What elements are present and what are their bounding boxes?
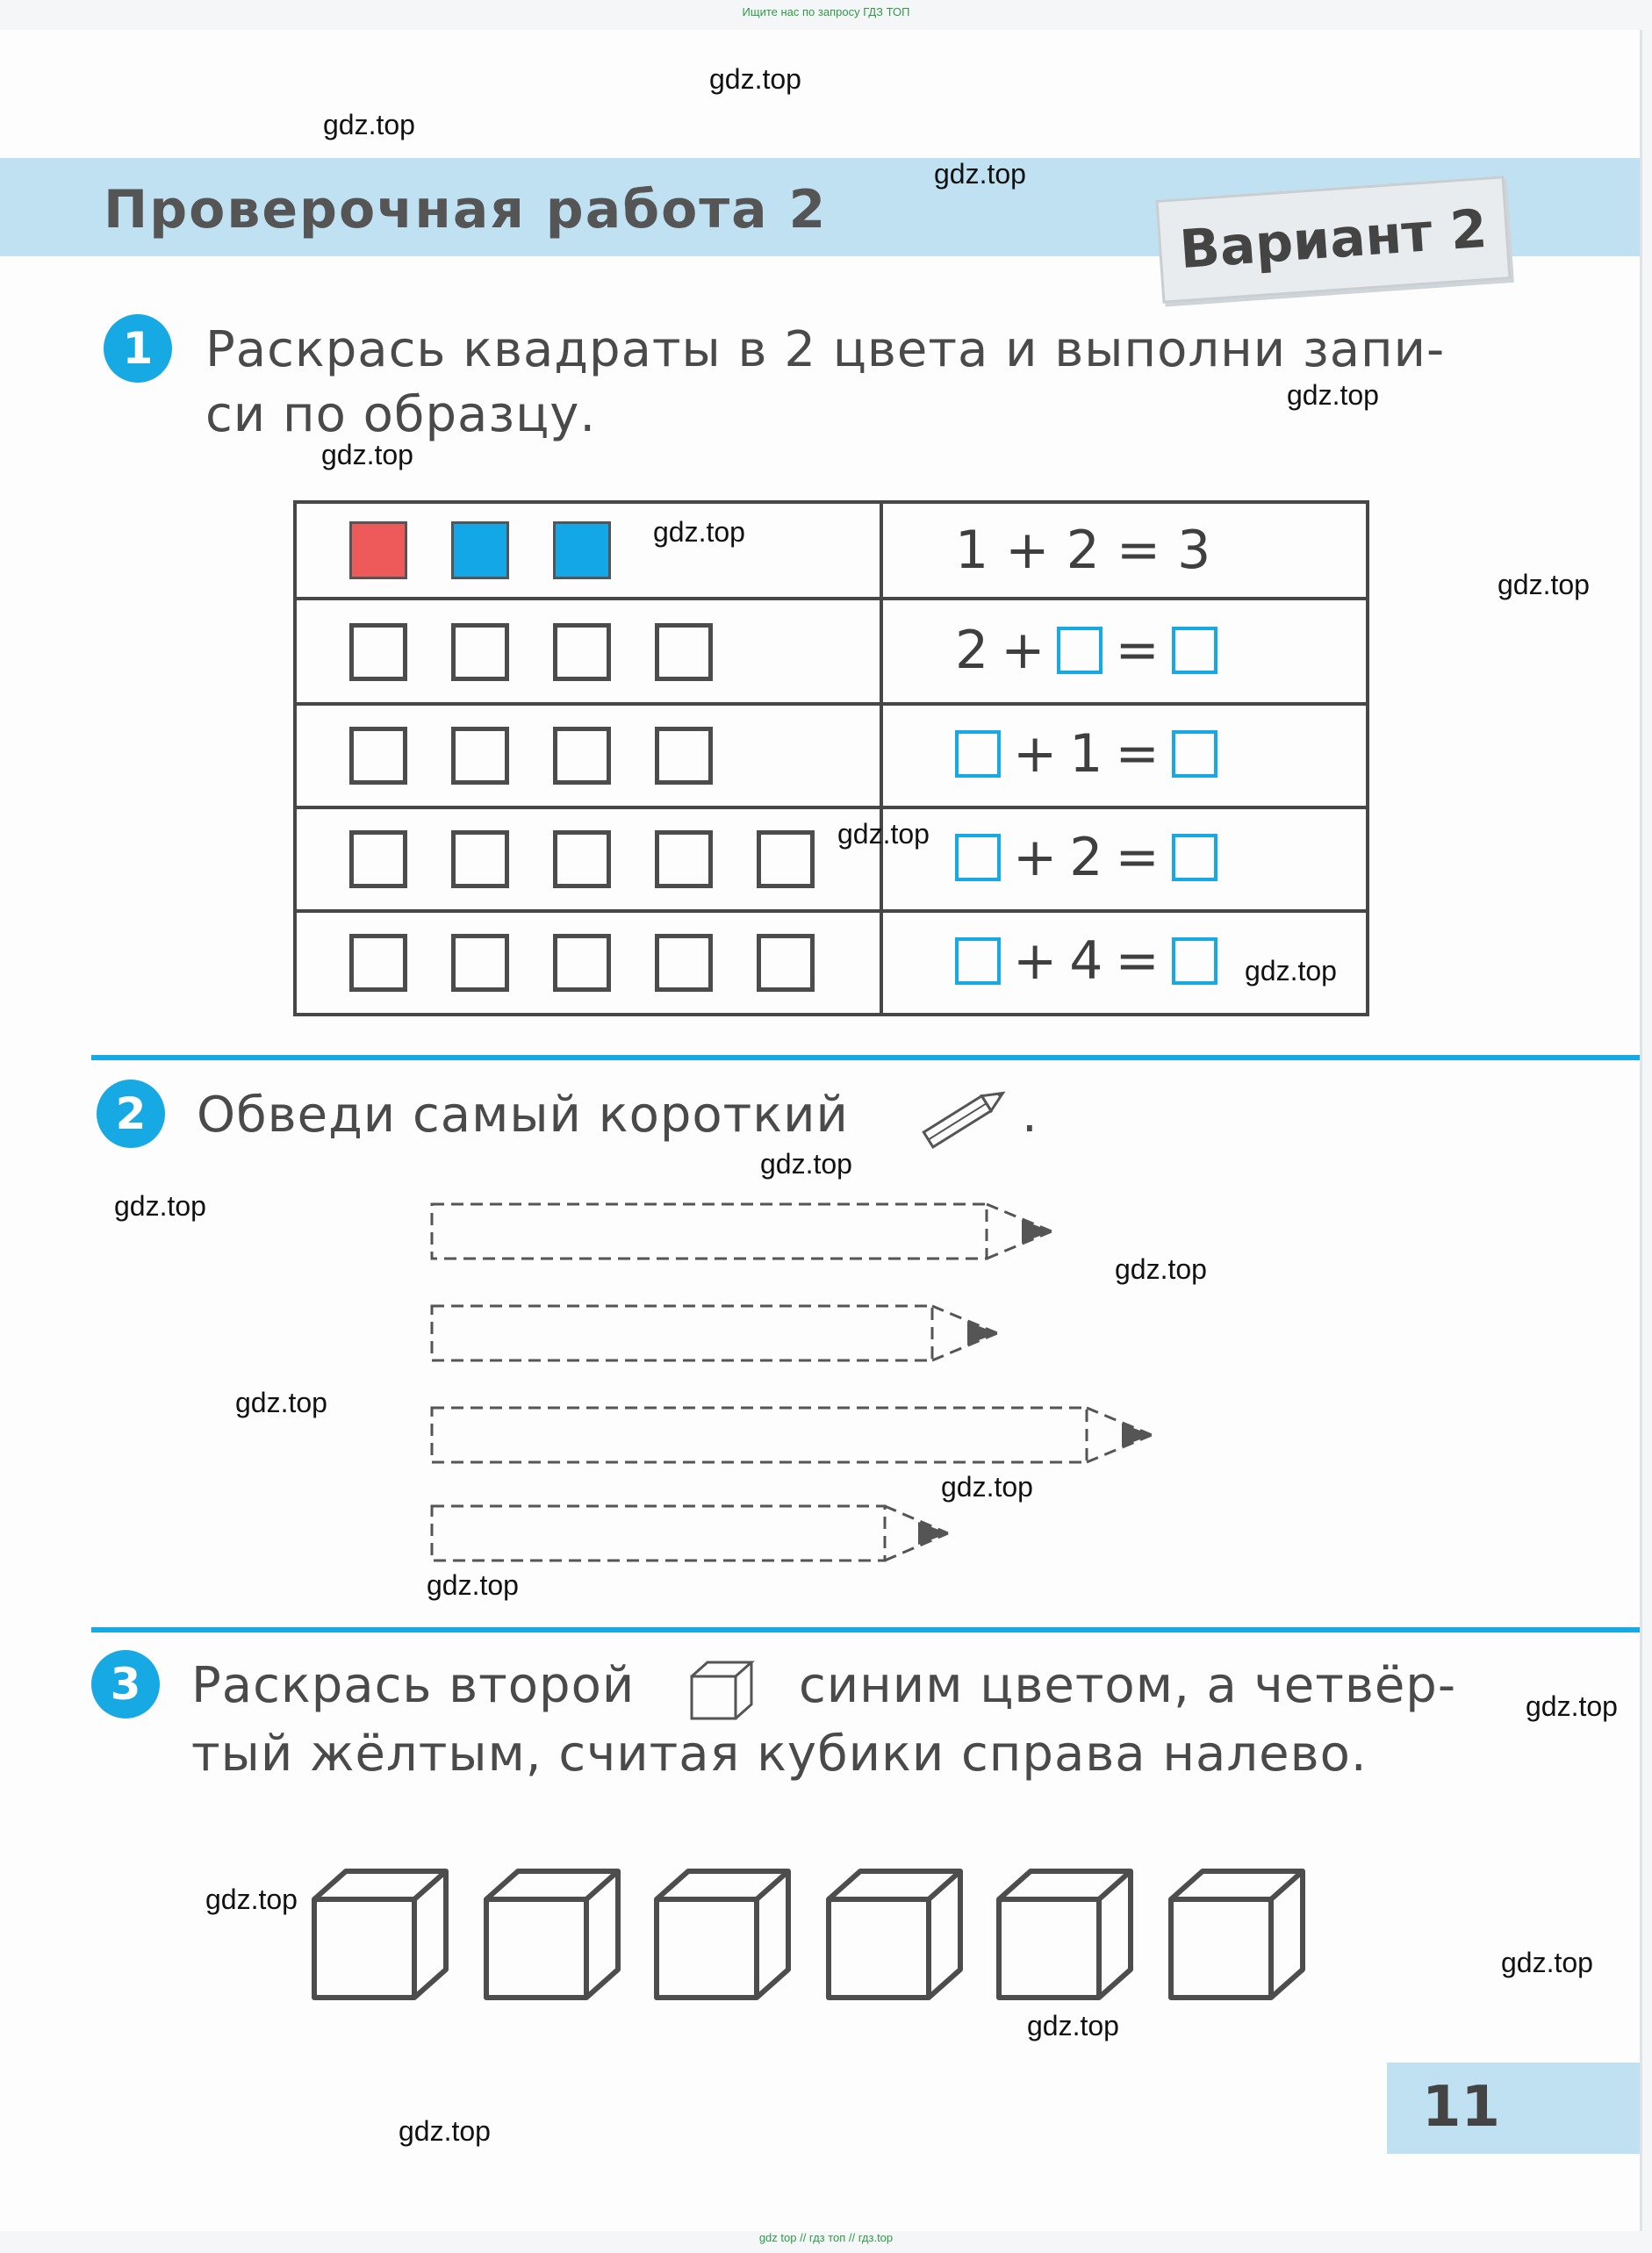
square-to-color[interactable] xyxy=(655,727,713,785)
task-3-text-line2: тый жёлтым, считая кубики справа налево. xyxy=(191,1726,1368,1783)
task-1-table xyxy=(293,500,1369,1016)
watermark: gdz.top xyxy=(1526,1690,1618,1722)
cube-4[interactable] xyxy=(829,1871,960,1998)
square-to-color[interactable] xyxy=(757,830,815,888)
watermark: gdz.top xyxy=(235,1387,327,1418)
cube-5[interactable] xyxy=(999,1871,1131,1998)
eq-equals: = xyxy=(1115,827,1160,888)
page-number-tab xyxy=(1387,2063,1640,2154)
square-to-color[interactable] xyxy=(757,934,815,992)
task-1-number: 1 xyxy=(104,314,172,383)
task-3-number: 3 xyxy=(91,1650,160,1718)
eq-plus: + xyxy=(1013,930,1058,992)
square-to-color[interactable] xyxy=(451,934,509,992)
answer-box[interactable] xyxy=(955,834,1001,881)
square-to-color[interactable] xyxy=(349,623,407,681)
sample-equation: 1 + 2 = 3 xyxy=(955,520,1211,581)
square-to-color[interactable] xyxy=(553,830,611,888)
answer-box[interactable] xyxy=(1172,730,1217,778)
section-divider xyxy=(91,1627,1640,1632)
answer-box[interactable] xyxy=(1057,627,1103,674)
table-divider xyxy=(880,504,883,1013)
pencil-icon xyxy=(913,1081,1018,1152)
watermark: gdz.top xyxy=(934,158,1026,190)
square-to-color[interactable] xyxy=(349,830,407,888)
page-number: 11 xyxy=(1422,2075,1501,2140)
task-1-text-line1: Раскрась квадраты в 2 цвета и выполни запи- xyxy=(205,321,1446,378)
task-3-text-line1: Раскрась второй xyxy=(191,1657,636,1714)
page-title: Проверочная работа 2 xyxy=(104,179,828,240)
table-row-line xyxy=(297,597,1366,600)
cube-3[interactable] xyxy=(657,1871,788,1998)
square-to-color[interactable] xyxy=(451,727,509,785)
square-to-color[interactable] xyxy=(553,623,611,681)
answer-box[interactable] xyxy=(1172,937,1217,985)
equation-row-4 xyxy=(955,827,1217,888)
bottom-note: gdz top // гдз топ // гдз.top xyxy=(758,2231,894,2244)
pencils-group xyxy=(421,1194,1167,1580)
answer-box[interactable] xyxy=(955,937,1001,985)
square-to-color[interactable] xyxy=(349,934,407,992)
watermark: gdz.top xyxy=(1115,1253,1207,1285)
answer-box[interactable] xyxy=(1172,627,1217,674)
watermark: gdz.top xyxy=(837,818,930,850)
square-to-color[interactable] xyxy=(451,830,509,888)
task-2-text: Обведи самый короткий xyxy=(197,1087,849,1144)
colored-square-blue xyxy=(553,521,611,579)
eq-number: 1 xyxy=(1069,723,1103,785)
task-3-text-line1b: синим цветом, а четвёр- xyxy=(799,1657,1457,1714)
square-to-color[interactable] xyxy=(655,830,713,888)
cube-1[interactable] xyxy=(314,1871,446,1998)
table-row-line xyxy=(297,909,1366,913)
watermark: gdz.top xyxy=(323,109,415,140)
square-to-color[interactable] xyxy=(553,727,611,785)
dashed-pencil[interactable] xyxy=(432,1408,1152,1462)
watermark: gdz.top xyxy=(760,1148,852,1180)
eq-equals: = xyxy=(1115,723,1160,785)
equation-row-5 xyxy=(955,930,1217,992)
watermark: gdz.top xyxy=(321,439,413,470)
eq-plus: + xyxy=(1013,827,1058,888)
square-to-color[interactable] xyxy=(655,934,713,992)
eq-equals: = xyxy=(1115,620,1160,681)
watermark: gdz.top xyxy=(114,1190,206,1222)
dashed-pencil[interactable] xyxy=(432,1306,997,1360)
cube-6[interactable] xyxy=(1171,1871,1303,1998)
eq-plus: + xyxy=(1001,620,1045,681)
eq-number: 2 xyxy=(955,620,989,681)
watermark: gdz.top xyxy=(1501,1947,1593,1978)
watermark: gdz.top xyxy=(1287,379,1379,411)
variant-label: Вариант 2 xyxy=(1177,197,1490,282)
watermark: gdz.top xyxy=(653,516,745,548)
watermark: gdz.top xyxy=(1245,955,1337,987)
answer-box[interactable] xyxy=(955,730,1001,778)
eq-number: 2 xyxy=(1069,827,1103,888)
watermark: gdz.top xyxy=(427,1569,519,1601)
table-row-line xyxy=(297,806,1366,809)
task-1-text-line2: си по образцу. xyxy=(205,386,597,443)
equation-row-2 xyxy=(955,620,1217,681)
colored-square-red xyxy=(349,521,407,579)
watermark: gdz.top xyxy=(1027,2010,1119,2041)
cube-2[interactable] xyxy=(486,1871,618,1998)
watermark: gdz.top xyxy=(941,1471,1033,1503)
dashed-pencil[interactable] xyxy=(432,1204,1052,1259)
task-2-number: 2 xyxy=(97,1080,165,1148)
square-to-color[interactable] xyxy=(553,934,611,992)
dashed-pencil[interactable] xyxy=(432,1506,948,1561)
square-to-color[interactable] xyxy=(349,727,407,785)
eq-equals: = xyxy=(1115,930,1160,992)
cubes-row xyxy=(305,1866,1315,2006)
watermark: gdz.top xyxy=(399,2115,491,2147)
section-divider xyxy=(91,1055,1640,1060)
watermark: gdz.top xyxy=(205,1883,298,1915)
task-2-period: . xyxy=(1022,1087,1038,1144)
colored-square-blue xyxy=(451,521,509,579)
eq-number: 4 xyxy=(1069,930,1103,992)
cube-icon xyxy=(688,1659,758,1722)
top-note: Ищите нас по запросу ГДЗ ТОП xyxy=(742,5,910,18)
watermark: gdz.top xyxy=(709,63,801,95)
equation-row-3 xyxy=(955,723,1217,785)
table-row-line xyxy=(297,702,1366,706)
square-to-color[interactable] xyxy=(655,623,713,681)
eq-plus: + xyxy=(1013,723,1058,785)
watermark: gdz.top xyxy=(1498,569,1590,600)
square-to-color[interactable] xyxy=(451,623,509,681)
answer-box[interactable] xyxy=(1172,834,1217,881)
